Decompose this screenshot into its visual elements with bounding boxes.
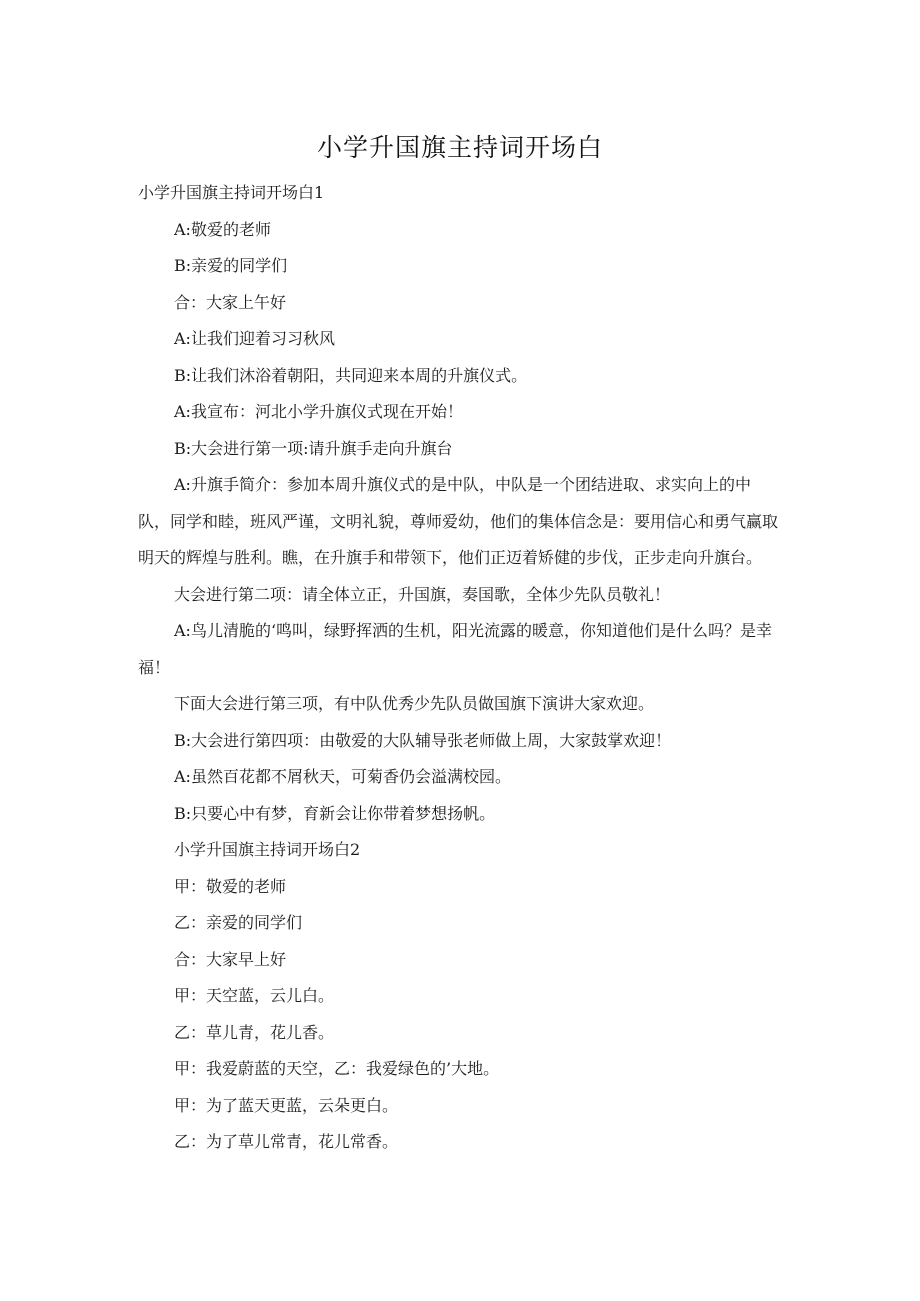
- paragraph: B:大会进行第一项:请升旗手走向升旗台: [174, 438, 453, 458]
- document-body: [138, 175, 778, 1161]
- paragraph: B:大会进行第四项：由敬爱的大队辅导张老师做上周，大家鼓掌欢迎！: [174, 730, 672, 750]
- paragraph: B:只要心中有梦，育新会让你带着梦想扬帆。: [174, 803, 496, 823]
- paragraph: 下面大会进行第三项，有中队优秀少先队员做国旗下演讲大家欢迎。: [174, 694, 655, 713]
- paragraph: A:我宣布：河北小学升旗仪式现在开始！: [174, 402, 463, 421]
- paragraph: A:升旗手简介：参加本周升旗仪式的是中队，中队是一个团结进取、求实向上的中队，同学和睦，班风严谨，文明礼貌，尊师爱幼，他们的集体信念是：要用信心和勇气赢取明天的辉煌与胜利。瞧，在升旗手和带领下，他们正迈着矫健的步伐，正步走向升旗台。: [138, 475, 779, 567]
- paragraph: 甲：天空蓝，云儿白。: [174, 986, 335, 1005]
- paragraph: 合：大家早上好: [174, 949, 287, 969]
- paragraph: 小学升国旗主持词开场白2: [174, 840, 361, 859]
- paragraph: 大会进行第二项：请全体立正，升国旗，奏国歌，全体少先队员敬礼！: [174, 584, 671, 604]
- page-title: 小学升国旗主持词开场白: [316, 133, 603, 162]
- paragraph: A:虽然百花都不屑秋天，可菊香仍会溢满校园。: [174, 767, 511, 786]
- paragraph: A:让我们迎着习习秋风: [174, 329, 335, 348]
- paragraph: B:亲爱的同学们: [174, 256, 288, 275]
- paragraph: 乙：草儿青，花儿香。: [174, 1022, 335, 1042]
- paragraph: 小学升国旗主持词开场白1: [138, 183, 325, 202]
- paragraph: 合：大家上午好: [174, 292, 287, 312]
- paragraph: 乙：亲爱的同学们: [174, 913, 303, 932]
- paragraph: 甲：敬爱的老师: [174, 876, 287, 896]
- paragraph: A:敬爱的老师: [174, 219, 271, 239]
- paragraph: B:让我们沐浴着朝阳，共同迎来本周的升旗仪式。: [174, 365, 528, 385]
- paragraph: A:鸟儿清脆的‘鸣叫，绿野挥洒的生机，阳光流露的暖意，你知道他们是什么吗？是幸福！: [138, 621, 773, 677]
- paragraph: 甲：我爱蔚蓝的天空，乙：我爱绿色的’大地。: [174, 1059, 500, 1078]
- paragraph: 甲：为了蓝天更蓝，云朵更白。: [174, 1095, 399, 1115]
- paragraph: 乙：为了草儿常青，花儿常香。: [174, 1132, 399, 1151]
